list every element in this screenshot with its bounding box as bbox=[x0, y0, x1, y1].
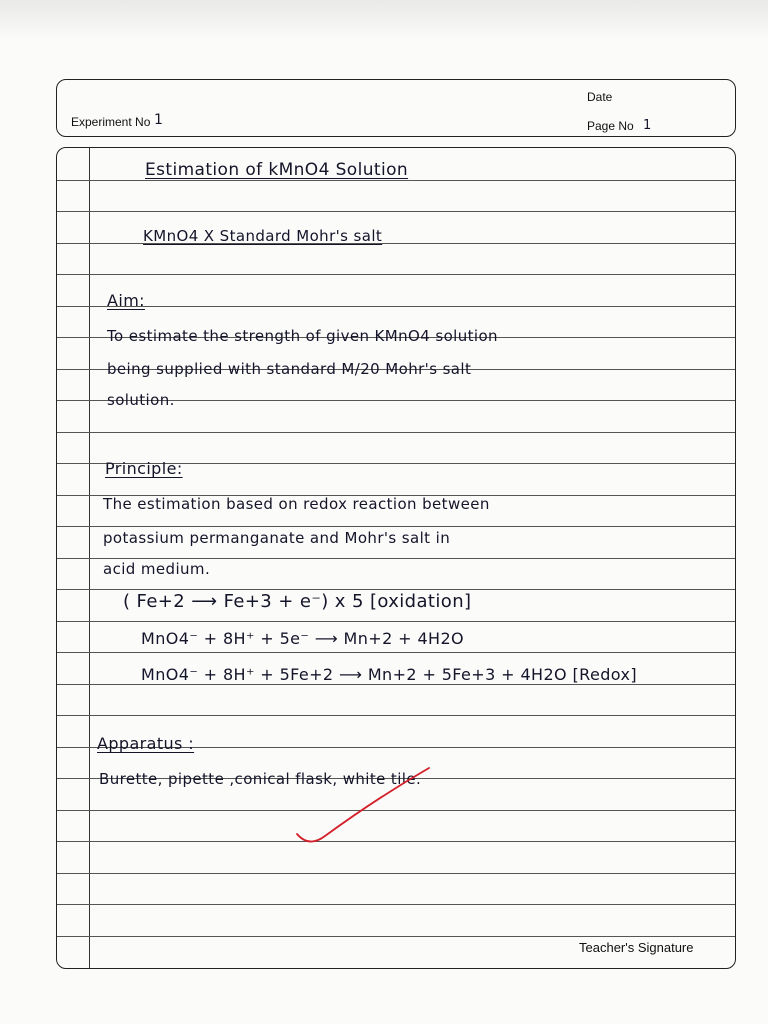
teacher-signature-label: Teacher's Signature bbox=[579, 940, 694, 955]
reduction-equation: MnO4⁻ + 8H⁺ + 5e⁻ ⟶ Mn+2 + 4H2O bbox=[141, 629, 465, 648]
page-edge bbox=[0, 0, 768, 40]
page-header bbox=[56, 79, 736, 137]
experiment-number: 1 bbox=[154, 112, 163, 128]
principle-line-1: The estimation based on redox reaction between bbox=[103, 495, 490, 513]
oxidation-equation: ( Fe+2 ⟶ Fe+3 + e⁻) x 5 [oxidation] bbox=[123, 591, 472, 612]
experiment-title: Estimation of kMnO4 Solution bbox=[145, 160, 409, 180]
checkmark-icon bbox=[57, 148, 736, 969]
aim-line-2: being supplied with standard M/20 Mohr's salt bbox=[107, 360, 472, 378]
redox-equation: MnO4⁻ + 8H⁺ + 5Fe+2 ⟶ Mn+2 + 5Fe+3 + 4H2O [Redox] bbox=[141, 665, 637, 684]
page-label: Page No bbox=[587, 119, 634, 133]
principle-line-3: acid medium. bbox=[103, 560, 211, 578]
ruled-page bbox=[56, 147, 736, 969]
page-number: 1 bbox=[643, 118, 652, 133]
aim-heading: Aim: bbox=[107, 291, 145, 310]
apparatus-line: Burette, pipette ,conical flask, white tile. bbox=[99, 770, 422, 788]
aim-line-1: To estimate the strength of given KMnO4 solution bbox=[107, 327, 498, 345]
principle-heading: Principle: bbox=[105, 459, 183, 478]
experiment-subtitle: KMnO4 X Standard Mohr's salt bbox=[143, 227, 383, 245]
experiment-label: Experiment No bbox=[71, 115, 151, 129]
principle-line-2: potassium permanganate and Mohr's salt in bbox=[103, 529, 451, 547]
aim-line-3: solution. bbox=[107, 391, 175, 409]
date-label: Date bbox=[587, 90, 613, 104]
apparatus-heading: Apparatus : bbox=[97, 734, 195, 753]
